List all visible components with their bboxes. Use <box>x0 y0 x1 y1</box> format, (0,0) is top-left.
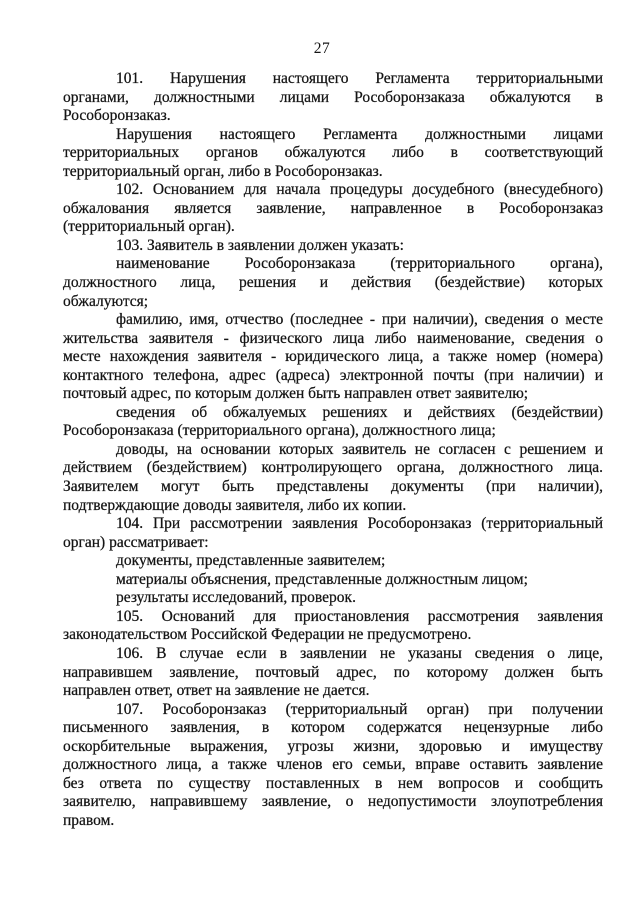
text-line: направившем заявление, почтовый адрес, по которому должен быть <box>63 663 603 681</box>
text-line: орган) рассматривает: <box>63 533 209 551</box>
text-line: подтверждающие доводы заявителя, либо их копии. <box>63 496 407 514</box>
text-line: органами, должностными лицами Рособоронзаказа обжалуются в <box>63 88 603 106</box>
paragraph <box>63 608 603 645</box>
page-number: 27 <box>313 40 331 57</box>
text-line: заявителю, направившему заявление, о недопустимости злоупотребления <box>63 793 603 811</box>
text-line: доводы, на основании которых заявитель не согласен с решением и <box>116 440 603 458</box>
text-line: сведения об обжалуемых решениях и действиях (бездействии) <box>116 403 603 421</box>
paragraph <box>63 645 603 701</box>
text-line: месте нахождения заявителя - юридического лица, а также номер (номера) <box>63 348 603 366</box>
text-line: фамилию, имя, отчество (последнее - при наличии), сведения о месте <box>116 311 603 329</box>
text-line: почтовый адрес, по которым должен быть направлен ответ заявителю; <box>63 385 529 403</box>
paragraph <box>63 311 603 404</box>
paragraph <box>63 441 603 515</box>
text-line: оскорбительные выражения, угрозы жизни, здоровью и имуществу <box>63 737 603 755</box>
text-line: 102. Основанием для начала процедуры досудебного (внесудебного) <box>116 181 603 199</box>
text-line: 104. При рассмотрении заявления Рособоронзаказ (территориальный <box>116 515 603 533</box>
text-line: территориальный орган, либо в Рособоронзаказ. <box>63 162 383 180</box>
text-block <box>63 70 603 830</box>
paragraph <box>63 181 603 237</box>
paragraph <box>63 70 603 126</box>
text-line: результаты исследований, проверок. <box>116 589 356 607</box>
text-line: без ответа по существу поставленных в нем вопросов и сообщить <box>63 774 603 792</box>
text-line: 106. В случае если в заявлении не указаны сведения о лице, <box>116 644 603 662</box>
text-line: Нарушения настоящего Регламента должностными лицами <box>116 125 603 143</box>
text-line: документы, представленные заявителем; <box>116 552 386 570</box>
text-line: жительства заявителя - физического лица либо наименование, сведения о <box>63 329 603 347</box>
text-line: наименование Рособоронзаказа (территориального органа), <box>116 255 603 273</box>
text-line: действием (бездействием) контролирующего органа, должностного лица. <box>63 459 603 477</box>
paragraph <box>63 701 603 831</box>
paragraph <box>63 237 603 256</box>
text-line: законодательством Российской Федерации не предусмотрено. <box>63 626 472 644</box>
text-line: контактного телефона, адрес (адреса) электронной почты (при наличии) и <box>63 366 603 384</box>
paragraph <box>63 571 603 590</box>
paragraph <box>63 255 603 311</box>
text-line: должностного лица, а также членов его семьи, вправе оставить заявление <box>63 756 603 774</box>
paragraph <box>63 552 603 571</box>
text-line: материалы объяснения, представленные должностным лицом; <box>116 570 528 588</box>
text-line: Рособоронзаказа (территориального органа), должностного лица; <box>63 422 496 440</box>
text-line: направлен ответ, ответ на заявление не дается. <box>63 682 370 700</box>
paragraph <box>63 404 603 441</box>
text-line: 105. Оснований для приостановления рассмотрения заявления <box>116 607 603 625</box>
text-line: должностного лица, решения и действия (бездействие) которых <box>63 274 603 292</box>
paragraph <box>63 515 603 552</box>
paragraph <box>63 126 603 182</box>
text-line: обжалования является заявление, направленное в Рособоронзаказ <box>63 199 603 217</box>
text-line: 103. Заявитель в заявлении должен указать: <box>116 236 404 254</box>
text-line: Рособоронзаказ. <box>63 107 171 125</box>
paragraph <box>63 589 603 608</box>
text-line: 101. Нарушения настоящего Регламента территориальными <box>116 70 603 87</box>
text-line: (территориальный орган). <box>63 218 235 236</box>
text-line: письменного заявления, в котором содержатся нецензурные либо <box>63 719 603 737</box>
text-line: территориальных органов обжалуются либо в соответствующий <box>63 144 603 162</box>
text-line: 107. Рособоронзаказ (территориальный орган) при получении <box>116 700 603 718</box>
text-line: Заявителем могут быть представлены документы (при наличии), <box>63 478 603 496</box>
text-line: обжалуются; <box>63 292 149 310</box>
text-line: правом. <box>63 811 115 829</box>
